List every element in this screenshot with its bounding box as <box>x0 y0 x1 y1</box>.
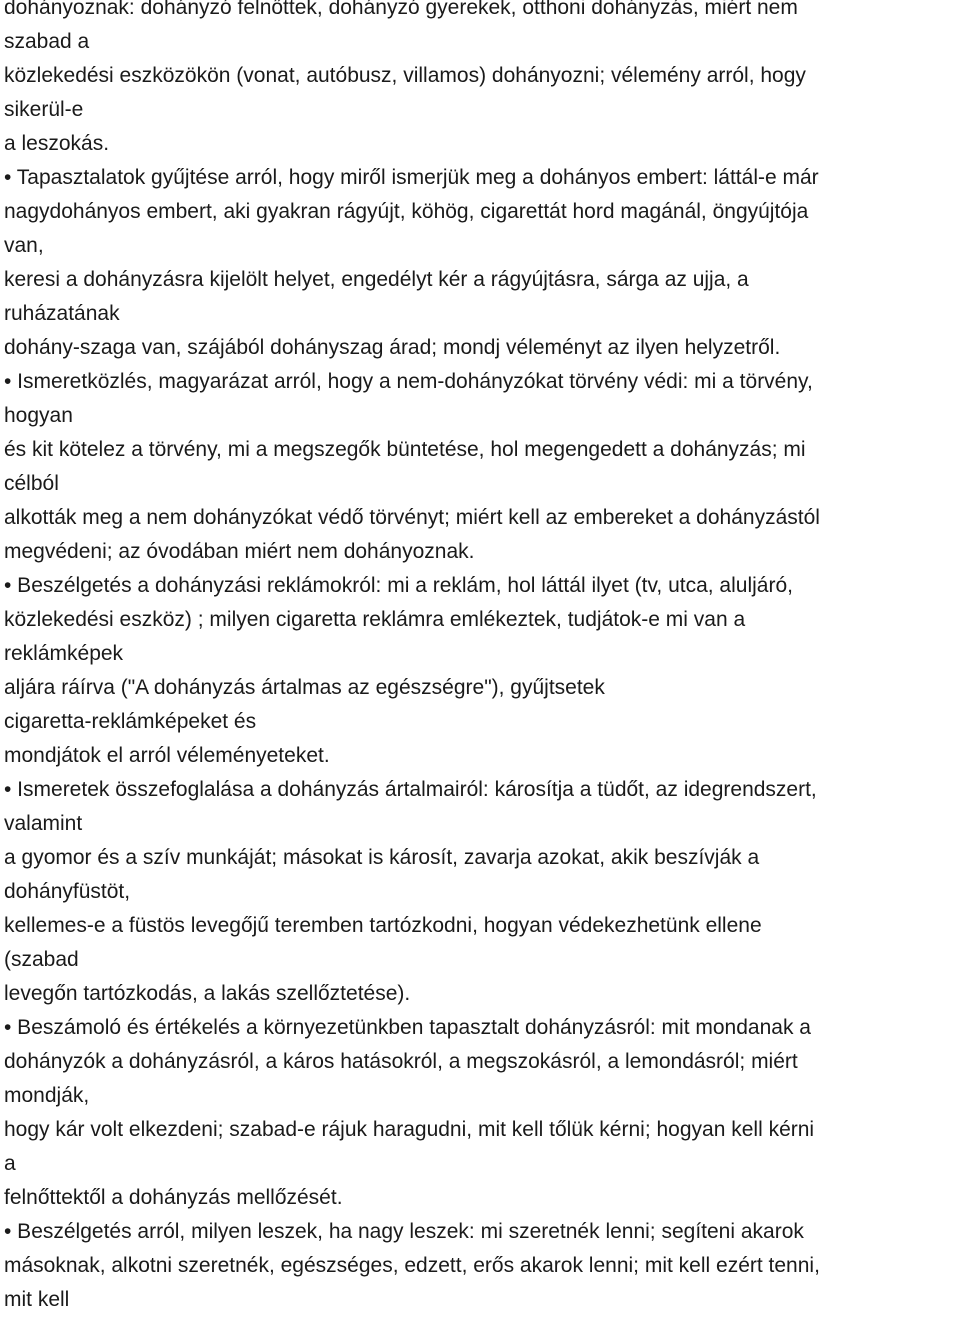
text-line: valamint <box>4 812 83 835</box>
document-body <box>4 0 960 1317</box>
bullet-line: • Beszélgetés a dohányzási reklámokról: mi a reklám, hol láttál ilyet (tv, utca, aluljáró, <box>4 574 793 597</box>
text-line: van, <box>4 234 44 257</box>
bullet-line: • Ismeretek összefoglalása a dohányzás ártalmairól: károsítja a tüdőt, az idegrendszert, <box>4 778 817 801</box>
text-line: dohány-szaga van, szájából dohányszag árad; mondj véleményt az ilyen helyzetről. <box>4 336 781 359</box>
text-line: nagydohányos embert, aki gyakran rágyújt, köhög, cigarettát hord magánál, öngyújtója <box>4 200 809 223</box>
text-line: kellemes-e a füstös levegőjű teremben tartózkodni, hogyan védekezhetünk ellene <box>4 914 762 937</box>
text-line: közlekedési eszközökön (vonat, autóbusz, villamos) dohányozni; vélemény arról, hogy <box>4 64 806 87</box>
text-line: a <box>4 1152 16 1175</box>
text-line: dohányfüstöt, <box>4 880 131 903</box>
bullet-line: • Beszámoló és értékelés a környezetünkben tapasztalt dohányzásról: mit mondanak a <box>4 1016 811 1039</box>
text-line: célból <box>4 472 59 495</box>
text-line: mondják, <box>4 1084 90 1107</box>
text-line: mit kell <box>4 1288 70 1311</box>
text-line: a leszokás. <box>4 132 110 155</box>
bullet-line: • Beszélgetés arról, milyen leszek, ha nagy leszek: mi szeretnék lenni; segíteni akarok <box>4 1220 804 1243</box>
text-line: és kit kötelez a törvény, mi a megszegők büntetése, hol megengedett a dohányzás; mi <box>4 438 806 461</box>
text-line: sikerül-e <box>4 98 84 121</box>
text-line: megvédeni; az óvodában miért nem dohányoznak. <box>4 540 475 563</box>
text-line: szabad a <box>4 30 90 53</box>
text-line: levegőn tartózkodás, a lakás szellőztetése). <box>4 982 411 1005</box>
text-line: aljára ráírva ("A dohányzás ártalmas az egészségre"), gyűjtsetek <box>4 676 605 699</box>
text-line: ruházatának <box>4 302 120 325</box>
text-line: másoknak, alkotni szeretnék, egészséges, edzett, erős akarok lenni; mit kell ezért tenni, <box>4 1254 820 1277</box>
text-line: reklámképek <box>4 642 124 665</box>
text-line: (szabad <box>4 948 79 971</box>
text-line: közlekedési eszköz) ; milyen cigaretta reklámra emlékeztek, tudjátok-e mi van a <box>4 608 746 631</box>
text-line: dohányoznak: dohányzó felnőttek, dohányzó gyerekek, otthoni dohányzás, miért nem <box>4 0 798 19</box>
text-line: alkották meg a nem dohányzókat védő törvényt; miért kell az embereket a dohányzástól <box>4 506 820 529</box>
text-line: mondjátok el arról véleményeteket. <box>4 744 330 767</box>
text-line: felnőttektől a dohányzás mellőzését. <box>4 1186 343 1209</box>
text-line: hogyan <box>4 404 73 427</box>
text-line: a gyomor és a szív munkáját; másokat is károsít, zavarja azokat, akik beszívják a <box>4 846 760 869</box>
text-line: dohányzók a dohányzásról, a káros hatásokról, a megszokásról, a lemondásról; miért <box>4 1050 798 1073</box>
bullet-line: • Ismeretközlés, magyarázat arról, hogy a nem-dohányzókat törvény védi: mi a törvény, <box>4 370 813 393</box>
text-line: hogy kár volt elkezdeni; szabad-e rájuk haragudni, mit kell tőlük kérni; hogyan kell kérni <box>4 1118 815 1141</box>
text-line: cigaretta-reklámképeket és <box>4 710 257 733</box>
text-line: keresi a dohányzásra kijelölt helyet, engedélyt kér a rágyújtásra, sárga az ujja, a <box>4 268 749 291</box>
bullet-line: • Tapasztalatok gyűjtése arról, hogy miről ismerjük meg a dohányos embert: láttál-e már <box>4 166 819 189</box>
